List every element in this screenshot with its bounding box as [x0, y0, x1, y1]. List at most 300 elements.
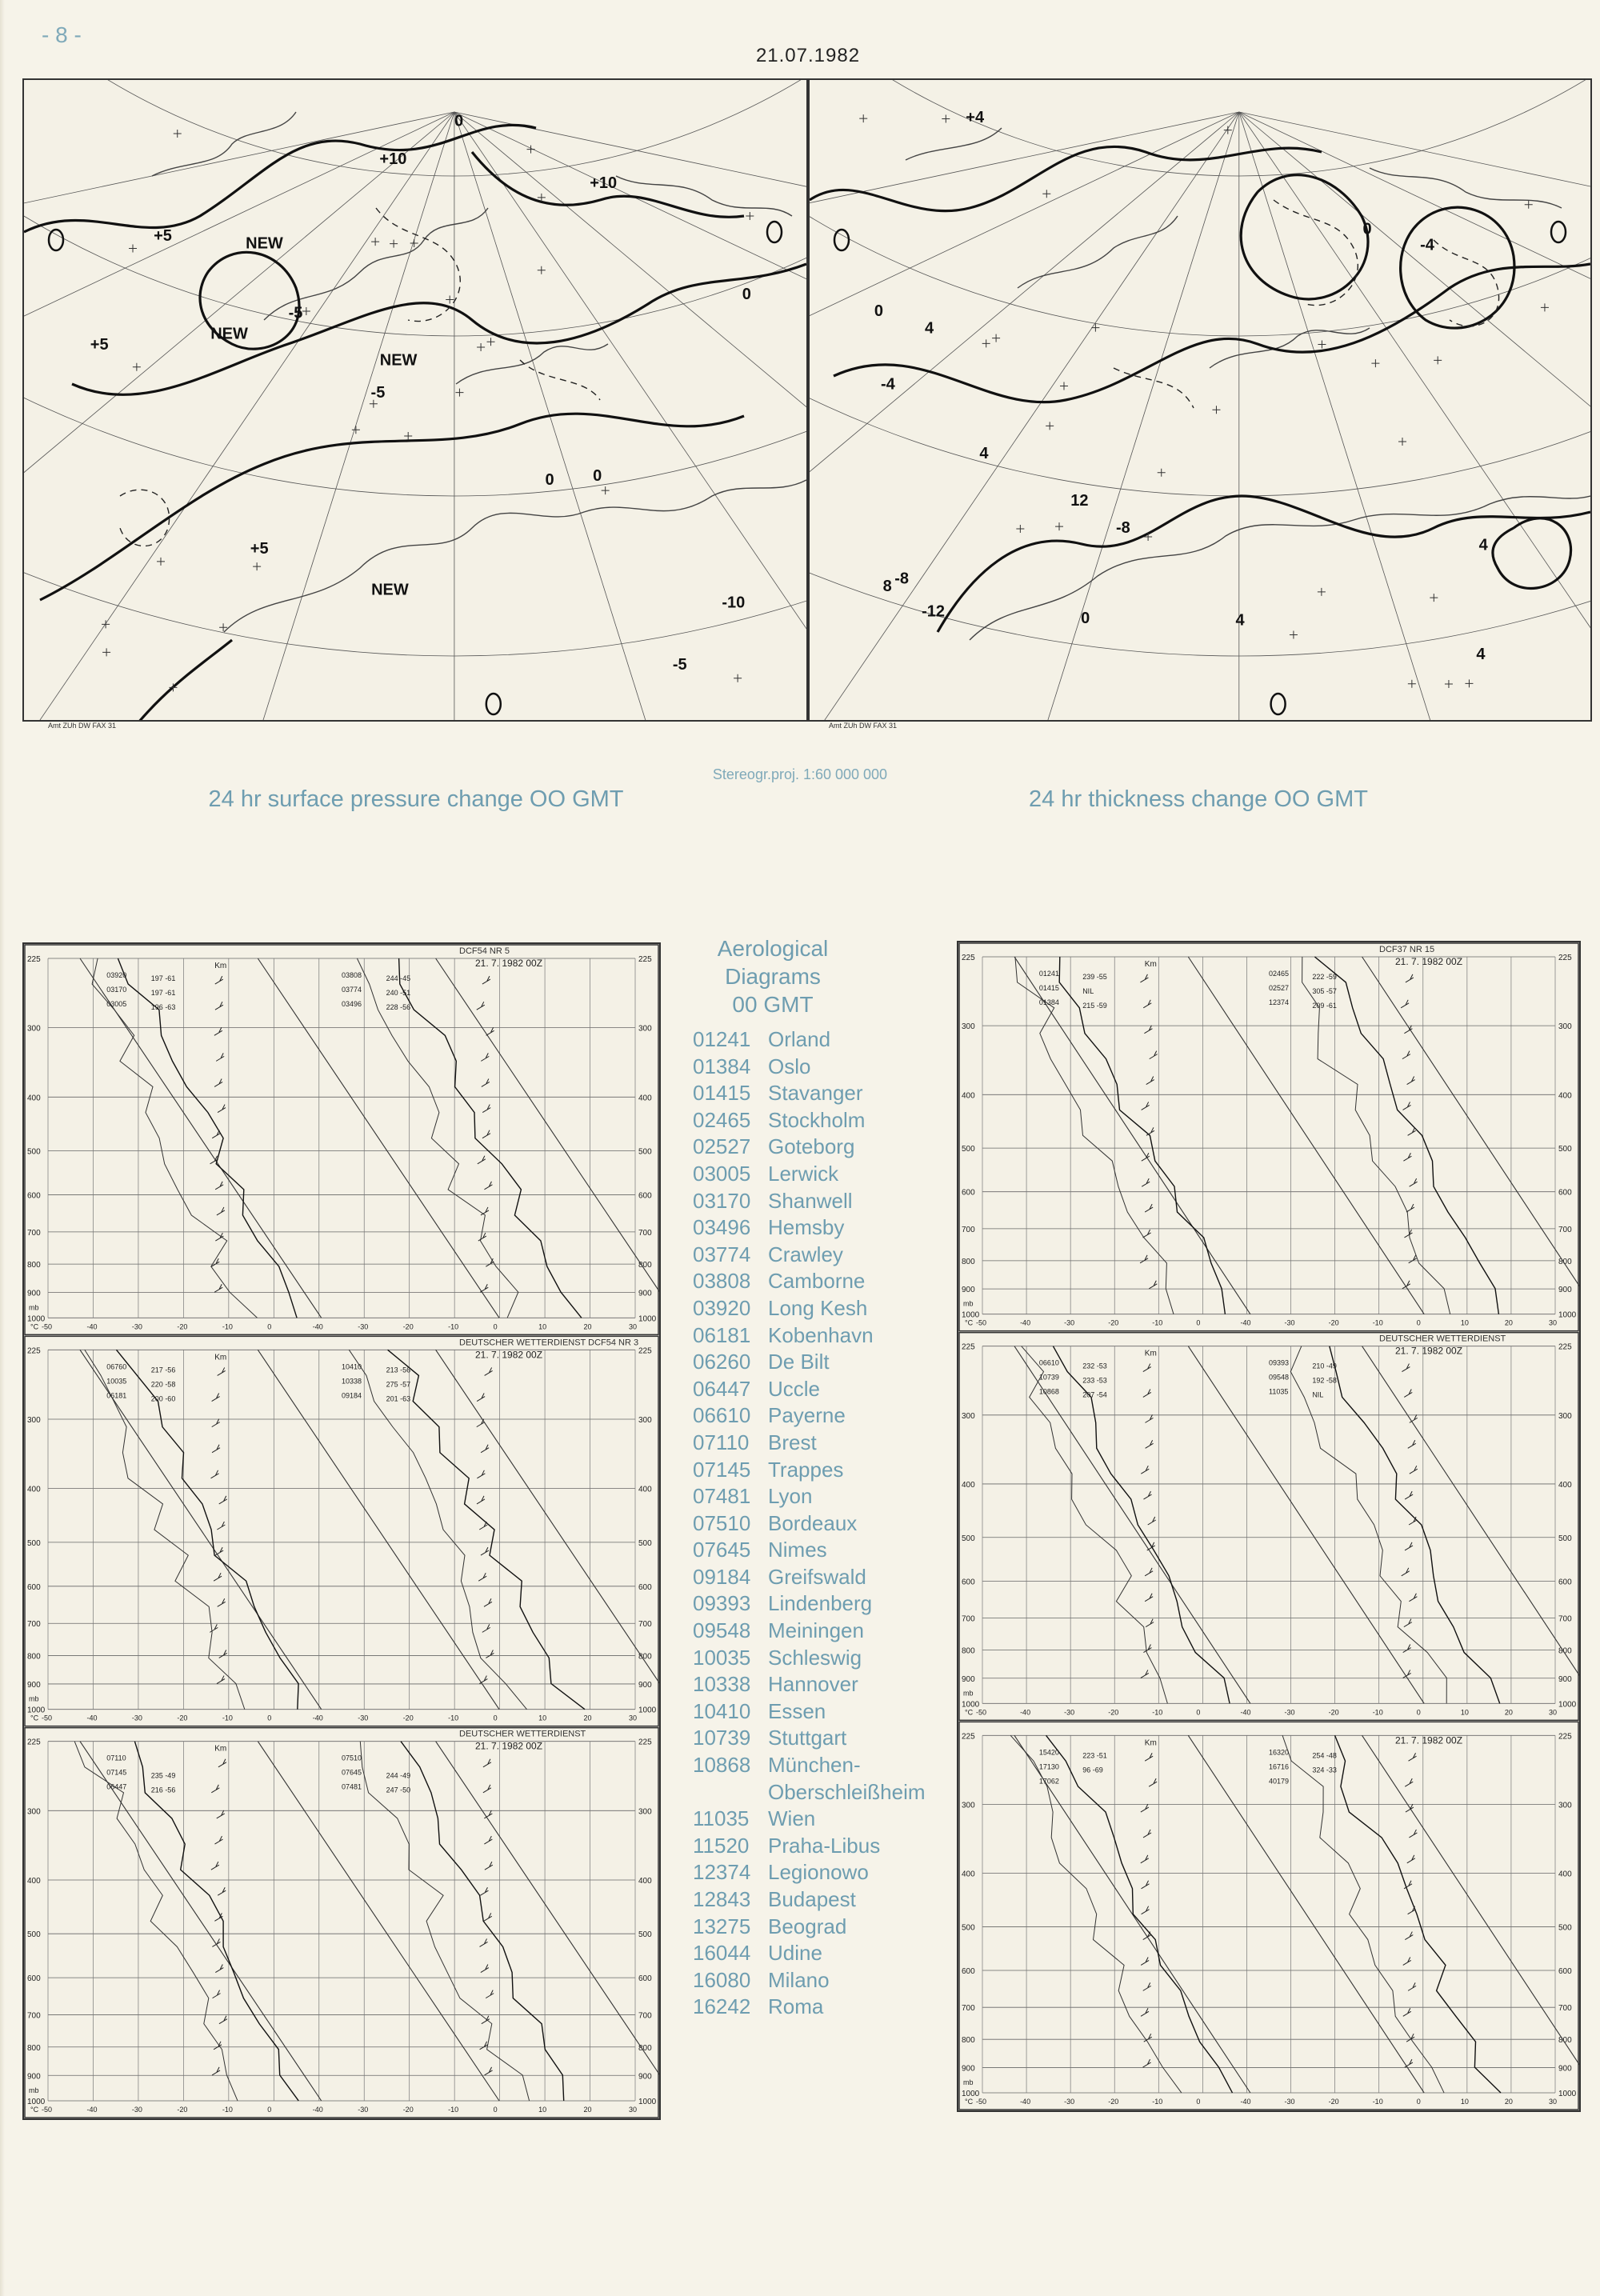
station-name: Udine	[768, 1941, 822, 1966]
marker-cross	[1318, 340, 1326, 348]
pressure-label: 900	[27, 1289, 41, 1298]
marker-cross	[371, 238, 379, 246]
pressure-label: 800	[638, 2043, 652, 2053]
wind-barb	[1146, 1619, 1154, 1627]
wind-barb	[480, 1938, 488, 1946]
marker-cross	[390, 240, 398, 248]
station-code: 02465	[1269, 970, 1290, 978]
pressure-label: 300	[27, 1024, 41, 1034]
wind-barb	[484, 1836, 492, 1844]
station-item	[693, 1645, 957, 1672]
station-code: 10739	[1038, 1373, 1059, 1382]
wind-barb	[219, 2016, 227, 2024]
thickness-change-map	[808, 78, 1592, 722]
wind-barb	[1143, 1830, 1151, 1838]
marker-cross	[253, 562, 261, 570]
wind-barb	[480, 1887, 488, 1895]
page-edge-shadow	[0, 0, 5, 2296]
marker-cross	[455, 389, 463, 397]
pressure-label: 900	[27, 2072, 41, 2082]
dashed-isoline	[1114, 368, 1194, 408]
wind-barb	[1403, 2008, 1411, 2016]
station-value: 222 -59	[1312, 973, 1337, 981]
degree-label: °C	[30, 1714, 39, 1722]
pressure-label: 800	[27, 1652, 41, 1662]
latitude-line	[810, 80, 1590, 336]
aerological-diagrams-left	[22, 942, 661, 2120]
wind-barb	[214, 1284, 222, 1292]
zero-marker	[834, 230, 849, 250]
pressure-label: 1000	[962, 2090, 980, 2098]
isoline-label: NEW	[210, 325, 248, 343]
wind-barb	[1145, 1753, 1153, 1761]
wind-barb	[478, 1233, 486, 1241]
km-label: Km	[1144, 1738, 1157, 1748]
aerological-diagram	[959, 1722, 1579, 2110]
station-item	[693, 1886, 957, 1914]
temperature-label: 10	[1460, 1708, 1469, 1717]
station-code: 17130	[1038, 1762, 1059, 1771]
station-name: Goteborg	[768, 1134, 855, 1159]
isoline	[24, 125, 536, 232]
pressure-label: 400	[638, 1094, 652, 1103]
station-legend	[693, 934, 957, 2021]
meridian-line	[810, 112, 1239, 720]
temperature-label: -20	[177, 2106, 188, 2114]
station-code: 16320	[1269, 1748, 1290, 1757]
latitude-line	[810, 80, 1590, 720]
wind-barb	[215, 1002, 223, 1010]
station-item	[693, 1322, 957, 1350]
surface-pressure-change-map	[22, 78, 808, 722]
temperature-label: 0	[1416, 1708, 1421, 1717]
pressure-label: 1000	[638, 1314, 657, 1324]
pressure-label: 700	[27, 1228, 41, 1238]
wind-barb	[484, 1182, 492, 1190]
station-value: 247 -50	[386, 1786, 411, 1794]
temperature-label: -50	[976, 2098, 987, 2106]
wind-barb	[481, 1547, 489, 1555]
station-item	[693, 1994, 957, 2021]
station-wmo: 02527	[693, 1134, 751, 1159]
wind-barb	[1403, 1153, 1411, 1161]
station-name: Hemsby	[768, 1215, 845, 1240]
pressure-label: 600	[27, 1974, 41, 1984]
temperature-label: -30	[358, 1322, 369, 1331]
meridian-line	[810, 112, 1239, 720]
pressure-label: 800	[27, 2043, 41, 2053]
marker-cross	[538, 266, 546, 274]
isoline	[938, 496, 1590, 632]
wind-barb	[1409, 1594, 1417, 1602]
station-wmo: 10410	[693, 1698, 751, 1723]
station-wmo: 07510	[693, 1510, 751, 1535]
isoline-label: 0	[545, 470, 554, 489]
pressure-label: 400	[27, 1876, 41, 1886]
pressure-label: 300	[1558, 1411, 1572, 1421]
wind-barb	[477, 1470, 485, 1478]
station-code: 06181	[106, 1391, 127, 1400]
pressure-label: 700	[27, 1620, 41, 1630]
temperature-label: -10	[448, 1322, 459, 1331]
temperature-label: -20	[177, 1322, 188, 1331]
wind-barb	[1142, 1881, 1150, 1889]
station-wmo: 13275	[693, 1914, 751, 1938]
station-wmo: 01241	[693, 1027, 751, 1051]
station-code: 07110	[106, 1754, 126, 1762]
marker-cross	[1445, 680, 1453, 688]
pressure-label: 800	[1558, 1257, 1572, 1266]
wind-barb	[1410, 1466, 1418, 1474]
pressure-label: 900	[27, 1680, 41, 1690]
wind-barb	[211, 1470, 219, 1478]
station-name: Orland	[768, 1027, 831, 1051]
station-value: 215 -59	[1082, 1002, 1107, 1010]
km-label: Km	[1144, 1349, 1157, 1358]
temperature-label: 0	[1196, 2098, 1201, 2106]
station-item	[693, 1295, 957, 1322]
station-item	[693, 1940, 957, 1967]
station-value: 213 -56	[386, 1366, 411, 1374]
wind-barb	[1143, 1364, 1151, 1372]
marker-cross	[410, 239, 418, 247]
temperature-label: 0	[267, 2106, 272, 2114]
temperature-label: -40	[312, 1714, 323, 1722]
marker-cross	[1055, 522, 1063, 530]
station-value: 207 -54	[1082, 1390, 1107, 1399]
station-code: 07645	[342, 1768, 362, 1777]
wind-barb	[214, 1913, 222, 1921]
station-wmo: 03920	[693, 1295, 751, 1320]
marker-cross	[1541, 303, 1549, 311]
pressure-label: 1000	[1558, 1700, 1577, 1710]
station-value: 220 -58	[150, 1380, 176, 1389]
wind-barb	[218, 1105, 226, 1113]
station-list	[693, 1026, 957, 2021]
pressure-label: 400	[1558, 1091, 1572, 1101]
wind-barb	[1409, 1255, 1417, 1263]
station-item	[693, 1188, 957, 1215]
wind-barb	[1403, 1102, 1411, 1110]
wind-barb	[1143, 1230, 1151, 1238]
thickness-change-chart	[810, 80, 1590, 720]
temperature-label: -30	[131, 1714, 142, 1722]
station-value: NIL	[1082, 987, 1094, 995]
temperature-label: -20	[402, 1322, 414, 1331]
diagram-header: DCF37 NR 15	[1379, 945, 1435, 954]
pressure-label: 400	[27, 1485, 41, 1494]
station-name: Crawley	[768, 1242, 843, 1266]
degree-label: °C	[965, 2098, 974, 2106]
marker-cross	[942, 115, 950, 123]
wind-barb	[1410, 1178, 1418, 1186]
wind-barb	[218, 1598, 226, 1606]
isoline	[810, 146, 1322, 210]
pressure-label: 500	[1558, 1534, 1572, 1543]
marker-cross	[133, 363, 141, 371]
station-name: Praha-Libus	[768, 1833, 881, 1858]
pressure-label: 400	[1558, 1870, 1572, 1879]
temperature-label: -10	[1152, 1318, 1163, 1327]
temperature-label: -30	[1284, 2098, 1295, 2106]
station-wmo: 07481	[693, 1484, 751, 1509]
wind-barb	[485, 1862, 493, 1870]
station-value: 216 -56	[150, 1786, 176, 1794]
station-item	[693, 1671, 957, 1698]
temperature-label: -10	[222, 1322, 233, 1331]
pressure-label: 400	[962, 1480, 975, 1490]
pressure-label: 225	[27, 1738, 41, 1747]
isoline-label: NEW	[246, 234, 283, 253]
wind-barb	[215, 1182, 223, 1190]
temperature-label: 20	[1504, 2098, 1513, 2106]
pressure-label: 900	[1558, 1674, 1572, 1684]
marker-cross	[1318, 588, 1326, 596]
meridian-line	[1239, 112, 1590, 720]
temperature-label: 30	[629, 1322, 638, 1331]
pressure-label: 700	[638, 1228, 652, 1238]
wind-barb	[485, 1367, 493, 1375]
wind-barb	[485, 2067, 493, 2075]
pressure-label: 1000	[27, 2098, 46, 2106]
wind-barb	[482, 1130, 490, 1138]
isoline	[40, 414, 744, 600]
wind-barb	[214, 1573, 222, 1581]
wind-barb	[217, 1676, 225, 1684]
wind-barb	[478, 1156, 486, 1164]
latitude-line	[24, 80, 806, 336]
wind-barb	[216, 1053, 224, 1061]
aerological-diagram	[959, 943, 1579, 1331]
pressure-label: 900	[962, 1286, 975, 1295]
station-item	[693, 1242, 957, 1269]
station-name: Uccle	[768, 1376, 821, 1401]
wind-barb	[483, 1759, 491, 1767]
station-value: 324 -33	[1312, 1766, 1337, 1774]
wind-barb	[1407, 1855, 1415, 1863]
marker-cross	[1465, 679, 1473, 687]
wind-barb	[211, 1862, 219, 1870]
station-wmo: 10035	[693, 1645, 751, 1670]
pressure-label: 1000	[962, 1310, 980, 1320]
station-item	[693, 1806, 957, 1833]
marker-cross	[1212, 406, 1220, 414]
wind-barb	[1408, 1440, 1416, 1448]
temperature-label: 0	[493, 1322, 498, 1331]
station-code: 16716	[1269, 1762, 1290, 1771]
aerological-diagram	[25, 945, 659, 1334]
wind-barb	[1141, 1855, 1149, 1863]
meridian-line	[1239, 112, 1590, 720]
pressure-label: 500	[27, 1147, 41, 1157]
station-name: Camborne	[768, 1269, 866, 1294]
station-wmo: 06610	[693, 1403, 751, 1428]
pressure-label: 500	[962, 1923, 975, 1933]
wind-barb	[219, 1496, 227, 1504]
station-value: 239 -55	[1082, 973, 1107, 981]
marker-cross	[1430, 594, 1438, 602]
station-code: 07145	[106, 1768, 127, 1777]
isoline-label: -5	[672, 656, 687, 674]
aerological-diagrams-left-chart	[24, 944, 659, 2118]
temperature-label: 20	[583, 1322, 592, 1331]
isoline-label: -4	[1420, 236, 1434, 254]
diagram-date: 21. 7. 1982 00Z	[1395, 1345, 1463, 1357]
wind-barb	[478, 1573, 486, 1581]
temperature-label: 20	[1504, 1708, 1513, 1717]
wind-barb	[1402, 1364, 1410, 1372]
temperature-label: -30	[1284, 1708, 1295, 1717]
station-name: Shanwell	[768, 1188, 853, 1213]
isoline-label: 4	[979, 444, 989, 462]
station-code: 07481	[342, 1782, 362, 1791]
isoline-label: 4	[925, 319, 934, 338]
wind-barb	[1141, 1957, 1149, 1965]
pressure-label: 300	[962, 1411, 975, 1421]
zero-marker	[486, 694, 501, 714]
latitude-line	[24, 80, 806, 720]
pressure-label: 225	[1558, 1342, 1572, 1352]
isoline-label: 0	[454, 112, 464, 130]
station-value: NIL	[1312, 1390, 1324, 1399]
wind-barb	[1408, 1906, 1416, 1914]
station-wmo: 16044	[693, 1941, 751, 1966]
wind-barb	[215, 1547, 223, 1555]
temperature-label: -50	[42, 1322, 53, 1331]
temperature-label: -30	[358, 1714, 369, 1722]
pressure-label: 500	[27, 1538, 41, 1548]
wind-barb	[1403, 1645, 1411, 1653]
pressure-label: 700	[1558, 1614, 1572, 1624]
station-value: 192 -58	[1312, 1376, 1337, 1385]
surface-pressure-change-chart	[24, 80, 806, 720]
pressure-label: 800	[1558, 1646, 1572, 1656]
station-wmo: 16080	[693, 1967, 751, 1992]
temperature-label: 0	[1416, 1318, 1421, 1327]
dashed-isoline	[1274, 200, 1358, 306]
station-code: 12374	[1269, 998, 1290, 1006]
station-code: 10338	[342, 1377, 362, 1386]
station-code: 17062	[1038, 1777, 1059, 1786]
station-wmo: 07145	[693, 1457, 751, 1482]
temperature-label: -10	[448, 1714, 459, 1722]
degree-label: °C	[965, 1318, 974, 1327]
station-name: Legionowo	[768, 1860, 869, 1885]
wind-barb	[212, 1394, 220, 1402]
station-item	[693, 1107, 957, 1134]
wind-barb	[1410, 1414, 1418, 1422]
wind-barb	[214, 1078, 222, 1086]
pressure-label: 600	[962, 1967, 975, 1977]
station-value: 244 -49	[386, 1771, 411, 1780]
meridian-line	[810, 112, 1239, 720]
wind-barb	[1142, 1906, 1150, 1914]
page-date: 21.07.1982	[755, 45, 861, 66]
marker-cross	[1408, 680, 1416, 688]
pressure-label: 900	[1558, 2064, 1572, 2074]
station-item	[693, 1026, 957, 1054]
station-name: Bordeaux	[768, 1510, 858, 1535]
wind-barb	[1148, 1517, 1156, 1525]
meridian-line	[810, 112, 1239, 464]
station-name: Nimes	[768, 1538, 827, 1562]
station-code: 01241	[1038, 970, 1059, 978]
isoline-label: +10	[590, 174, 618, 192]
km-label: Km	[214, 962, 227, 970]
temperature-label: -50	[976, 1708, 987, 1717]
isoline	[834, 264, 1590, 402]
dashed-isoline	[520, 360, 600, 400]
station-item	[693, 1430, 957, 1457]
station-code: 09393	[1269, 1358, 1290, 1367]
wind-barb	[481, 1053, 489, 1061]
diagram-header: DEUTSCHER WETTERDIENST	[1379, 1334, 1506, 1344]
diagram-header: DEUTSCHER WETTERDIENST DCF54 NR 3	[459, 1338, 639, 1348]
wind-barb	[1143, 1000, 1151, 1008]
station-code: 03496	[342, 1000, 362, 1008]
marker-cross	[746, 212, 754, 220]
aerological-diagram	[25, 1336, 659, 1726]
station-name: Long Kesh	[768, 1295, 868, 1320]
diagram-date: 21. 7. 1982 00Z	[1395, 1734, 1463, 1746]
wind-barb	[1146, 1127, 1154, 1135]
wind-barb	[483, 1785, 491, 1793]
pressure-label: 600	[962, 1188, 975, 1198]
pressure-label: 600	[638, 1191, 652, 1201]
station-code: 09184	[342, 1391, 362, 1400]
wind-barb	[1145, 1568, 1153, 1576]
wind-barb	[1409, 1753, 1417, 1761]
wind-barb	[482, 976, 490, 984]
station-code: 40179	[1269, 1777, 1290, 1786]
marker-cross	[446, 295, 454, 303]
temperature-label: -20	[1108, 2098, 1119, 2106]
temperature-label: -50	[42, 2106, 53, 2114]
temperature-label: -40	[312, 1322, 323, 1331]
pressure-label: 900	[638, 1680, 652, 1690]
station-item	[693, 1376, 957, 1403]
pressure-label: 600	[1558, 1967, 1572, 1977]
station-code: 10035	[106, 1377, 127, 1386]
pressure-label: 300	[27, 1415, 41, 1425]
zero-marker	[1271, 694, 1286, 714]
wind-barb	[1405, 1491, 1413, 1499]
marker-cross	[102, 648, 110, 656]
temperature-label: 30	[1549, 1318, 1558, 1327]
station-item	[693, 1268, 957, 1295]
zero-marker	[1551, 222, 1566, 242]
station-name: Kobenhavn	[768, 1322, 874, 1347]
wind-barb	[1409, 1830, 1417, 1838]
temperature-label: 30	[629, 2106, 638, 2114]
wind-barb	[215, 976, 223, 984]
km-label: Km	[214, 1353, 227, 1362]
mb-label: mb	[963, 1299, 974, 1308]
station-code: 06760	[106, 1362, 127, 1371]
wind-barb	[212, 2067, 220, 2075]
wind-barb	[1143, 1982, 1151, 1990]
temperature-label: -10	[1152, 1708, 1163, 1717]
wind-barb	[1408, 1982, 1416, 1990]
isoline-label: +5	[154, 227, 172, 246]
pressure-label: 300	[1558, 1022, 1572, 1032]
wind-barb	[219, 1650, 227, 1658]
diagram-date: 21. 7. 1982 00Z	[475, 958, 543, 969]
station-wmo: 16242	[693, 1994, 751, 2019]
station-value: 275 -57	[386, 1380, 411, 1389]
station-value: 210 -49	[1312, 1362, 1337, 1370]
isoline-label: -8	[1115, 518, 1130, 537]
